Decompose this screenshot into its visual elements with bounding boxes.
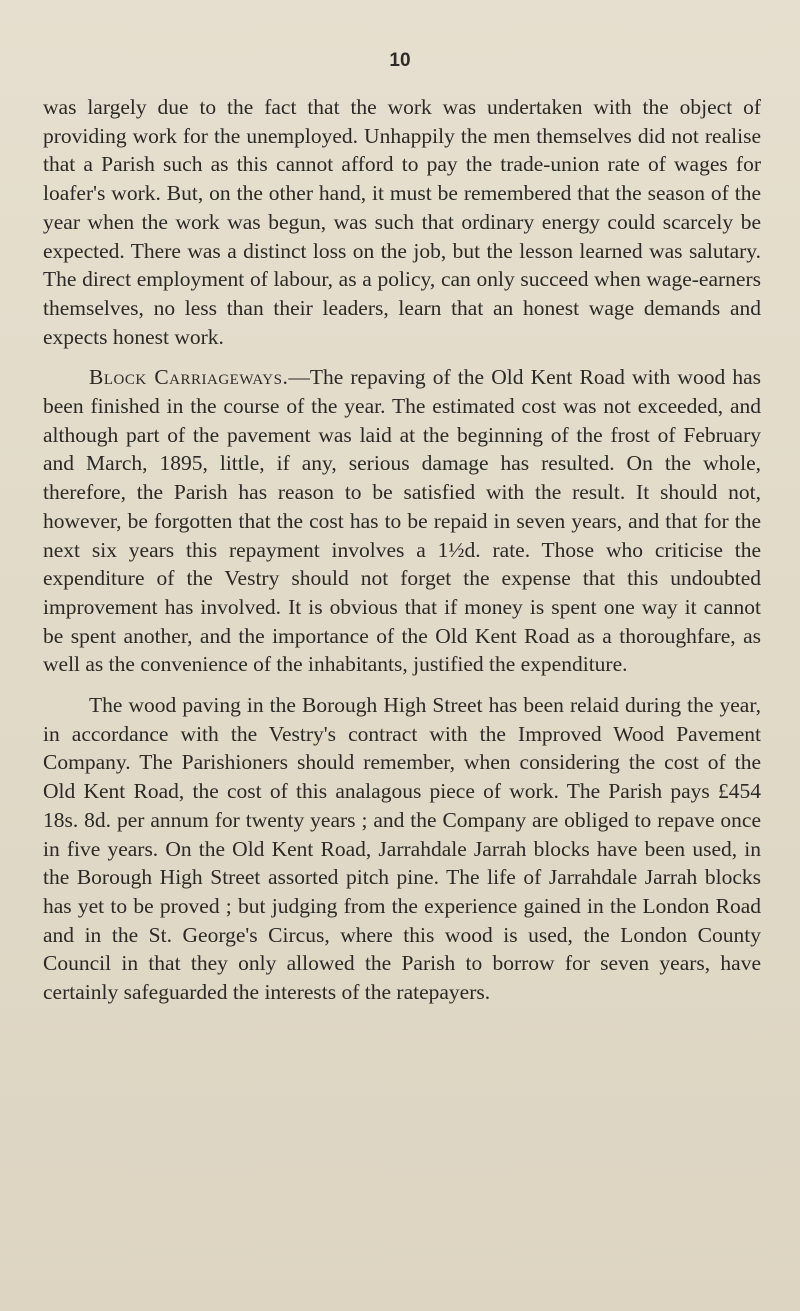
section-heading: Block Carriageways. [89,365,289,390]
paragraph-continuation [43,93,761,351]
paragraph-text: —The repaving of the Old Kent Road with wood has been finished in the course of the year. The estimated cost was not exceeded, and although part of the pavement was laid at the beginning of the frost of February and March, 1895, little, if any, serious damage has resulted. On the whole, therefore, the Parish has reason to be satisfied with the result. It should not, however, be forgotten that the cost has to be repaid in seven years, and that for the next six years this repayment involves a 1½d. rate. Those who criticise the expenditure of the Vestry should not forget the expense that this undoubted improvement has involved. It is obvious that if money is spent one way it cannot be spent another, and the importance of the Old Kent Road as a thoroughfare, as well as the convenience of the inhabitants, justified the expenditure. [43,365,761,677]
paragraph-text: The wood paving in the Borough High Street has been relaid during the year, in accordance with the Vestry's contract with the Improved Wood Pavement Company. The Parishioners should remember, when considering the cost of the Old Kent Road, the cost of this analagous piece of work. The Parish pays £454 18s. 8d. per annum for twenty years ; and the Company are obliged to repave once in five years. On the Old Kent Road, Jarrahdale Jarrah blocks have been used, in the Borough High Street assorted pitch pine. The life of Jarrahdale Jarrah blocks has yet to be proved ; but judging from the experience gained in the London Road and in the St. George's Circus, where this wood is used, the London County Council in that they only allowed the Parish to borrow for seven years, have certainly safeguarded the interests of the ratepayers. [43,693,761,1005]
body-text [43,93,761,1007]
page-number: 10 [389,50,411,71]
paragraph-block-carriageways [43,363,761,679]
paragraph-text: was largely due to the fact that the work was undertaken with the object of providing work for the unemployed. Unhappily the men themselves did not realise that a Parish such as this cannot afford to pay the trade-union rate of wages for loafer's work. But, on the other hand, it must be remembered that the season of the year when the work was begun, was such that ordinary energy could scarcely be expected. There was a distinct loss on the job, but the lesson learned was salutary. The direct employment of labour, as a policy, can only succeed when wage-earners themselves, no less than their leaders, learn that an honest wage demands and expects honest work. [43,95,761,349]
paragraph-borough-high-street [43,691,761,1007]
